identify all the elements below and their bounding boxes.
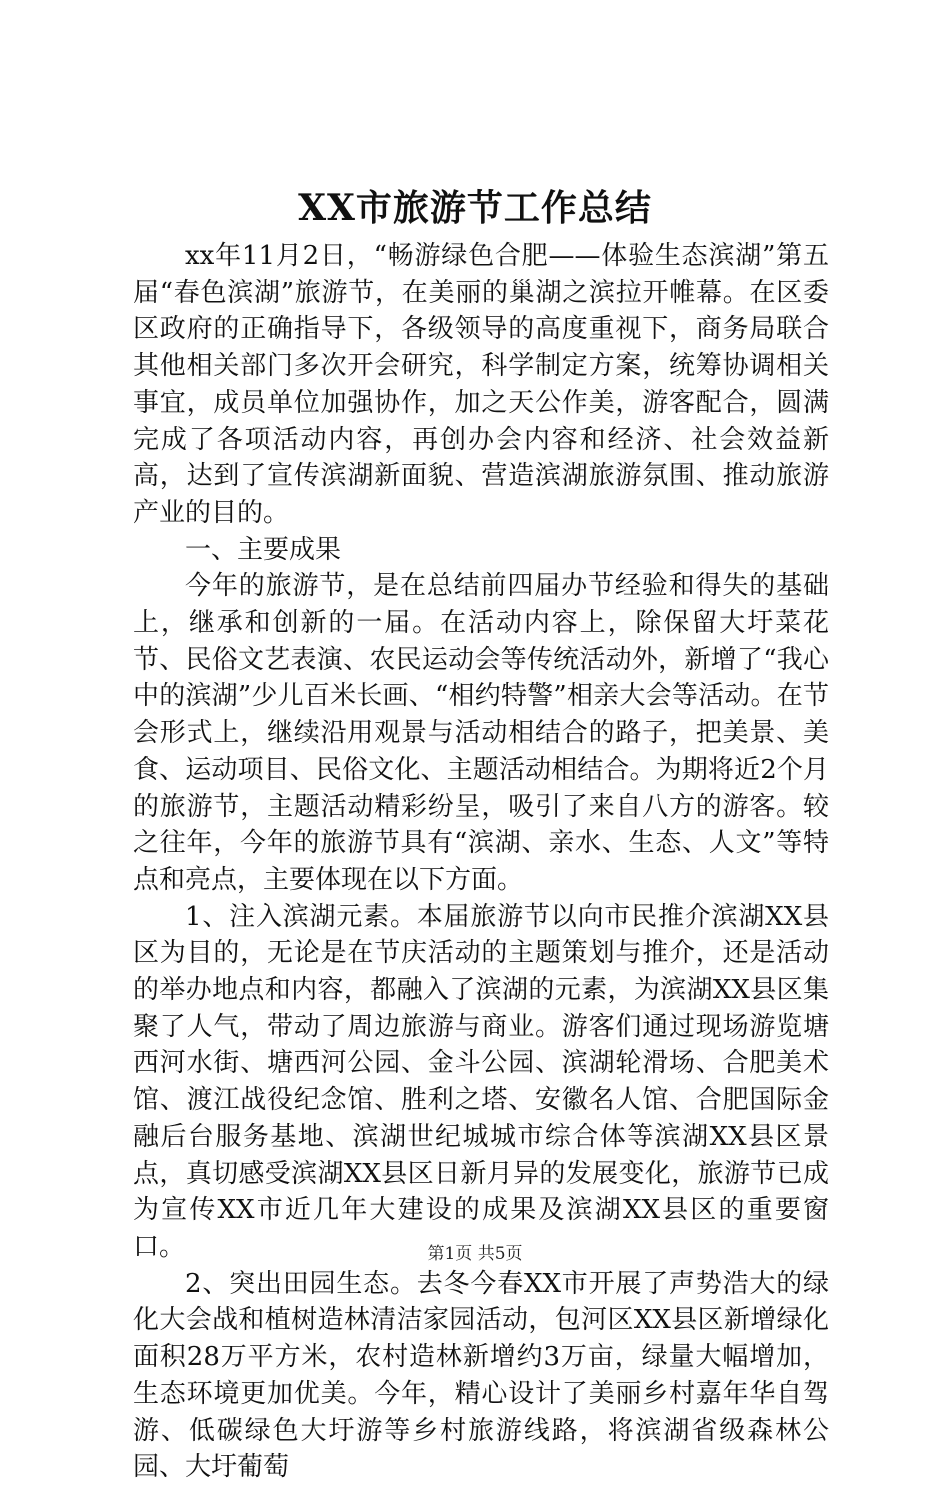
section-heading-main-results: 一、主要成果 — [185, 534, 342, 565]
paragraph-point-2: 2、突出田园生态。去冬今春XX市开展了声势浩大的绿化大会战和植树造林清洁家园活动，包河区XX县区新增绿化面积28万平方米，农村造林新增约3万亩，绿量大幅增加，生态环境更加优美。今年，精心设计了美丽乡村嘉年华自驾游、低碳绿色大圩游等乡村旅游线路，将滨湖省级森林公园、大圩葡萄 — [133, 1268, 829, 1483]
paragraph-point-1: 1、注入滨湖元素。本届旅游节以向市民推介滨湖XX县区为目的，无论是在节庆活动的主题策划与推介，还是活动的举办地点和内容，都融入了滨湖的元素，为滨湖XX县区集聚了人气，带动了周边旅游与商业。游客们通过现场游览塘西河水街、塘西河公园、金斗公园、滨湖轮滑场、合肥美术馆、渡江战役纪念馆、胜利之塔、安徽名人馆、合肥国际金融后台服务基地、滨湖世纪城城市综合体等滨湖XX县区景点，真切感受滨湖XX县区日新月异的发展变化，旅游节已成为宣传XX市近几年大建设的成果及滨湖XX县区的重要窗口。 — [133, 901, 829, 1262]
document-title: XX市旅游节工作总结 — [298, 187, 652, 229]
paragraph-overview: 今年的旅游节，是在总结前四届办节经验和得失的基础上，继承和创新的一届。在活动内容上，除保留大圩菜花节、民俗文艺表演、农民运动会等传统活动外，新增了“我心中的滨湖”少儿百米长画、“相约特警”相亲大会等活动。在节会形式上，继续沿用观景与活动相结合的路子，把美景、美食、运动项目、民俗文化、主题活动相结合。为期将近2个月的旅游节，主题活动精彩纷呈，吸引了来自八方的游客。较之往年，今年的旅游节具有“滨湖、亲水、生态、人文”等特点和亮点，主要体现在以下方面。 — [133, 571, 829, 895]
document-body — [133, 238, 829, 1486]
page-number-footer: 第1页 共5页 — [427, 1244, 523, 1264]
paragraph-intro: xx年11月2日，“畅游绿色合肥——体验生态滨湖”第五届“春色滨湖”旅游节，在美丽的巢湖之滨拉开帷幕。在区委区政府的正确指导下，各级领导的高度重视下，商务局联合其他相关部门多次开会研究，科学制定方案，统筹协调相关事宜，成员单位加强协作，加之天公作美，游客配合，圆满完成了各项活动内容，再创办会内容和经济、社会效益新高，达到了宣传滨湖新面貌、营造滨湖旅游氛围、推动旅游产业的目的。 — [133, 241, 829, 528]
